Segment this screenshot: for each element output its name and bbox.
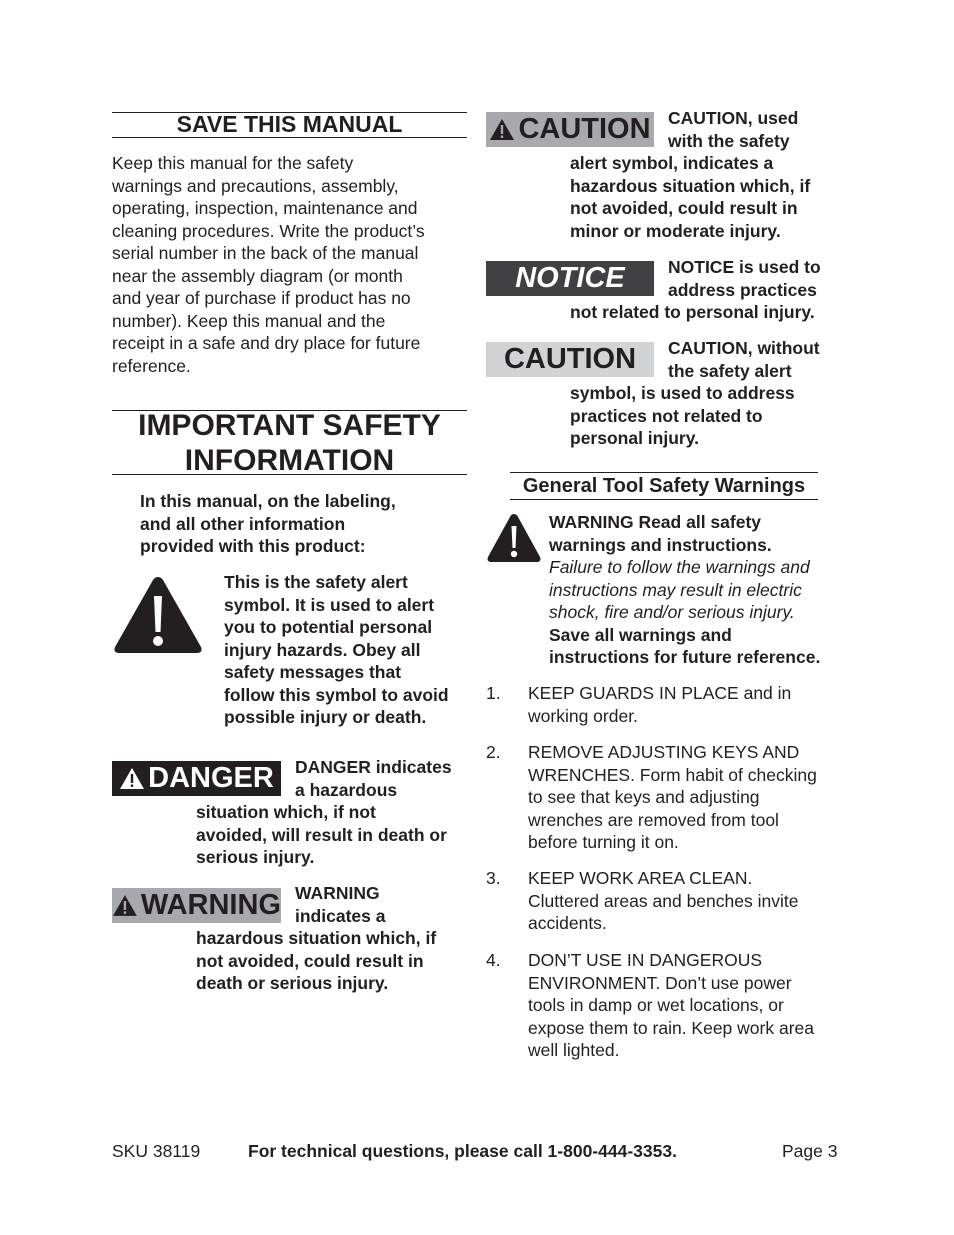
- caution-symbol-text-bottom: alert symbol, indicates a hazardous situation which, if not avoided, could result in minor or moderate injury.: [570, 153, 811, 241]
- safety-alert-symbol-text: This is the safety alert symbol. It is used to alert you to potential personal injury hazards. Obey all safety messages that follow this symbol to avoid possible injury or death.: [224, 572, 449, 727]
- safety-intro-text: In this manual, on the labeling, and all other information provided with this product:: [140, 491, 396, 556]
- warning-text-top: WARNING indicates a: [295, 883, 386, 926]
- list-item: REMOVE ADJUSTING KEYS AND WRENCHES. Form habit of checking to see that keys and adjusting wrenches are removed from tool before turning it on.: [528, 742, 817, 852]
- footer-sku: SKU 38119: [112, 1141, 201, 1161]
- notice-signal-word: [486, 261, 654, 296]
- caution-plain-signal-word: [486, 342, 654, 377]
- caution-plain-text-bottom: symbol, is used to address practices not related to personal injury.: [570, 383, 795, 448]
- warning-signal-word: [112, 888, 281, 923]
- list-item: DON’T USE IN DANGEROUS ENVIRONMENT. Don’t use power tools in damp or wet locations, or expose them to rain. Keep work area well lighted.: [528, 950, 814, 1060]
- caution-symbol-signal-word: [486, 112, 654, 147]
- notice-text-bottom: not related to personal injury.: [570, 302, 815, 322]
- list-item: KEEP GUARDS IN PLACE and in working order.: [528, 683, 792, 726]
- list-item: KEEP WORK AREA CLEAN. Cluttered areas and benches invite accidents.: [528, 868, 799, 933]
- caution-symbol-text-top: CAUTION, used with the safety: [668, 108, 799, 151]
- general-warning-block: [549, 511, 849, 669]
- save-manual-heading: SAVE THIS MANUAL: [176, 111, 403, 137]
- list-number: 1.: [486, 683, 501, 703]
- list-number: 2.: [486, 742, 501, 762]
- danger-text-top: DANGER indicates a hazardous: [295, 757, 452, 800]
- safety-alert-triangle-icon: [486, 512, 542, 564]
- list-number: 3.: [486, 868, 501, 888]
- general-warning-bold: WARNING Read all safety warnings and instructions.: [549, 512, 772, 555]
- warning-label: WARNING: [140, 889, 281, 921]
- general-warning-save: Save all warnings and instructions for future reference.: [549, 624, 821, 667]
- list-number: 4.: [486, 950, 501, 970]
- save-manual-bottom-rule: [112, 137, 467, 138]
- general-tool-safety-heading: General Tool Safety Warnings: [510, 472, 818, 500]
- safety-info-heading-line2: INFORMATION: [184, 444, 395, 477]
- notice-text-top: NOTICE is used to address practices: [668, 257, 821, 300]
- caution-plain-text-top: CAUTION, without the safety alert: [668, 338, 820, 381]
- notice-label: NOTICE: [515, 262, 625, 294]
- exclamation-triangle-icon: [119, 767, 145, 790]
- save-manual-paragraph: Keep this manual for the safety warnings and precautions, assembly, operating, inspection, maintenance and cleaning procedures. Write the product’s serial number in the back of the manual near the assembly diagram (or month and year of purchase if product has no number). Keep this manual and the receipt in a safe and dry place for future reference.: [112, 153, 425, 376]
- warning-text-bottom: hazardous situation which, if not avoided, could result in death or serious injury.: [196, 928, 437, 993]
- exclamation-triangle-icon: [489, 118, 515, 141]
- exclamation-triangle-icon: [112, 894, 138, 917]
- caution-symbol-label: CAUTION: [518, 113, 651, 145]
- safety-info-heading: [112, 408, 467, 478]
- general-warning-italic: Failure to follow the warnings and instructions may result in electric shock, fire and/or serious injury.: [549, 557, 810, 622]
- safety-info-bottom-rule: [112, 474, 467, 475]
- footer-phone: For technical questions, please call 1-800-444-3353.: [248, 1141, 677, 1161]
- danger-text-bottom: situation which, if not avoided, will result in death or serious injury.: [196, 802, 447, 867]
- safety-info-heading-line1: IMPORTANT SAFETY: [138, 409, 441, 442]
- safety-alert-triangle-icon: [112, 574, 204, 656]
- danger-signal-word: [112, 761, 281, 796]
- danger-label: DANGER: [148, 762, 274, 794]
- caution-plain-label: CAUTION: [503, 343, 637, 375]
- footer-page-number: Page 3: [782, 1141, 838, 1161]
